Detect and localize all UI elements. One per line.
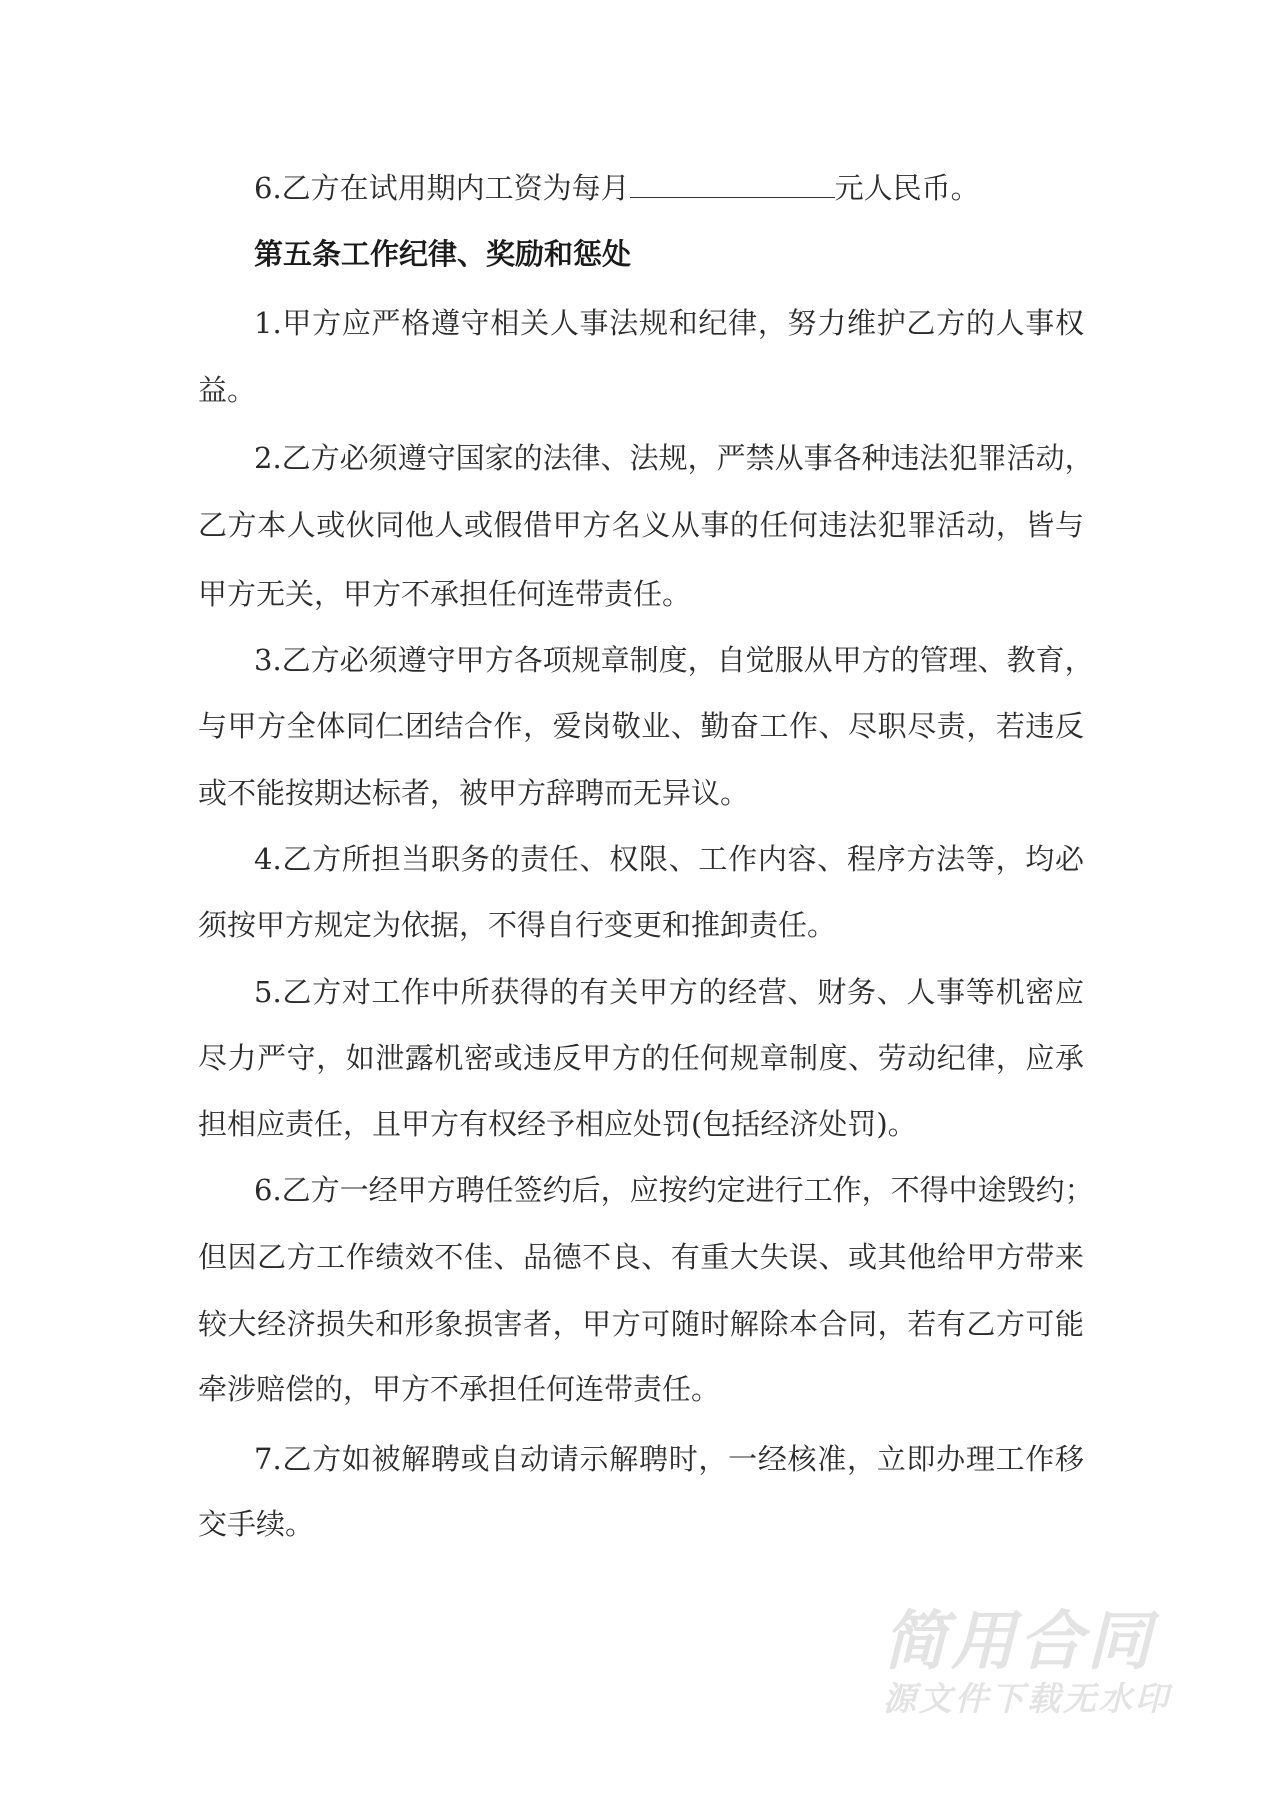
- text-line: 须按甲方规定为依据，不得自行变更和推卸责任。: [198, 908, 837, 942]
- text-line: 2.乙方必须遵守国家的法律、法规，严禁从事各种违法犯罪活动，: [254, 441, 1094, 475]
- watermark-title: 简用合同: [883, 1605, 1155, 1679]
- text-line: 益。: [198, 373, 257, 407]
- text-line: 5.乙方对工作中所获得的有关甲方的经营、财务、人事等机密应: [254, 975, 1084, 1009]
- text-line: 担相应责任，且甲方有权经予相应处罚(包括经济处罚)。: [198, 1107, 917, 1141]
- text-line: 交手续。: [198, 1507, 315, 1541]
- text-line: 7.乙方如被解聘或自动请示解聘时，一经核准，立即办理工作移: [254, 1442, 1084, 1476]
- text-line: 1.甲方应严格遵守相关人事法规和纪律，努力维护乙方的人事权: [254, 306, 1084, 340]
- text-line: 乙方本人或伙同他人或假借甲方名义从事的任何违法犯罪活动，皆与: [198, 508, 1084, 542]
- text-line: 甲方无关，甲方不承担任何连带责任。: [198, 577, 692, 611]
- salary-unit: 元人民币。: [834, 171, 980, 205]
- salary-blank: [630, 171, 835, 198]
- salary-line: [254, 170, 1084, 206]
- text-line: 或不能按期达标者，被甲方辞聘而无异议。: [198, 776, 750, 810]
- text-line: 但因乙方工作绩效不佳、品德不良、有重大失误、或其他给甲方带来: [198, 1240, 1084, 1274]
- text-line: 尽力严守，如泄露机密或违反甲方的任何规章制度、劳动纪律，应承: [198, 1041, 1084, 1075]
- text-line: 较大经济损失和形象损害者，甲方可随时解除本合同，若有乙方可能: [198, 1307, 1084, 1341]
- text-line: 3.乙方必须遵守甲方各项规章制度，自觉服从甲方的管理、教育，: [254, 643, 1094, 677]
- section-heading: 第五条工作纪律、奖励和惩处: [254, 237, 632, 271]
- text-line: 6.乙方一经甲方聘任签约后，应按约定进行工作，不得中途毁约；: [254, 1173, 1094, 1207]
- watermark-subtitle: 源文件下载无水印: [883, 1679, 1171, 1718]
- salary-text: 6.乙方在试用期内工资为每月: [254, 171, 630, 205]
- text-line: 4.乙方所担当职务的责任、权限、工作内容、程序方法等，均必: [254, 842, 1084, 876]
- text-line: 牵涉赔偿的，甲方不承担任何连带责任。: [198, 1372, 721, 1406]
- text-line: 与甲方全体同仁团结合作，爱岗敬业、勤奋工作、尽职尽责，若违反: [198, 709, 1084, 743]
